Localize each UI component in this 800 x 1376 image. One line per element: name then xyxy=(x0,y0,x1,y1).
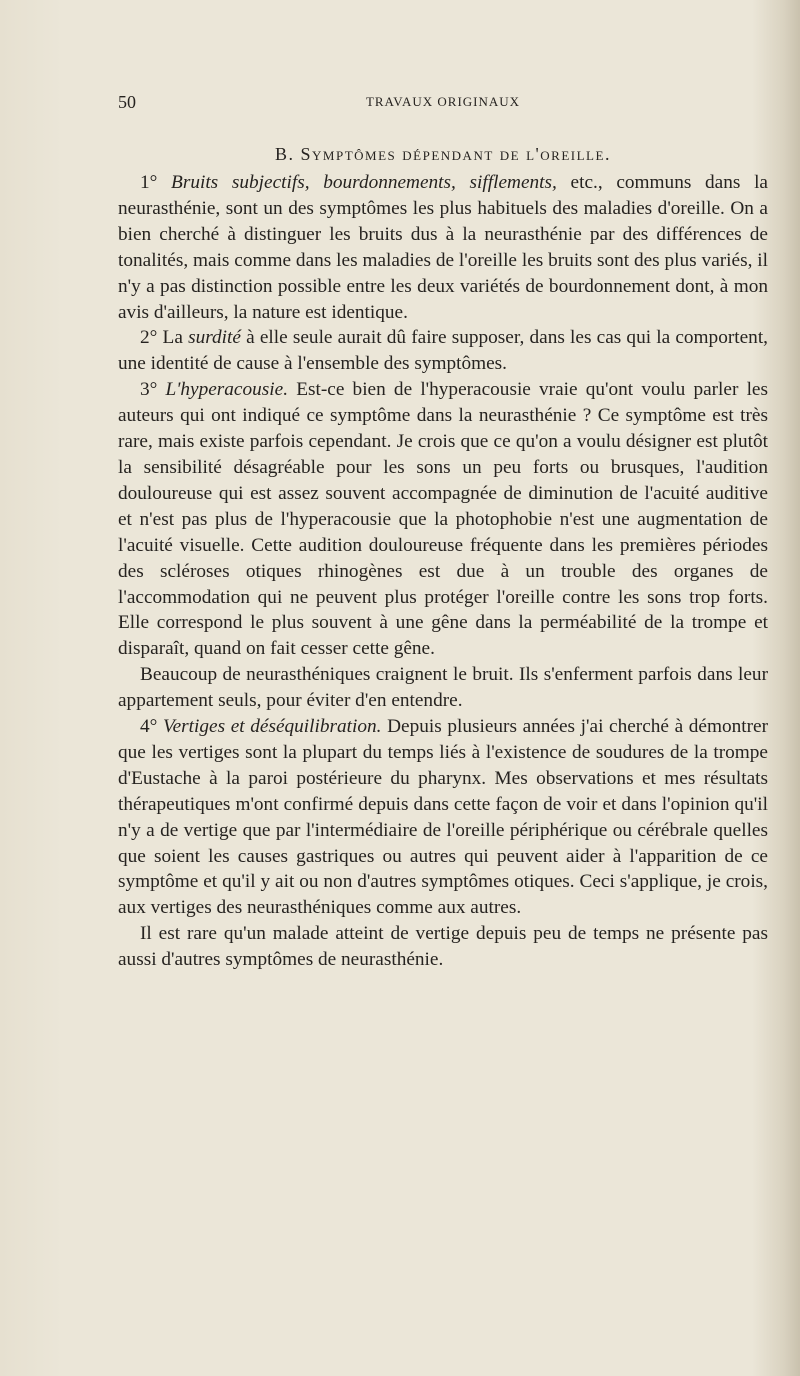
paragraph-prefix: 4° xyxy=(140,716,163,738)
paragraph-text: Depuis plusieurs années j'ai cherché à démontrer que les vertiges sont la plupart du temps liés à l'existence de soudures de la trompe d'Eustache à la paroi postérieure du pharynx. Mes observations et mes résultats thérapeutiques m'ont confirmé depuis dans cette façon de voir et dans l'opinion qu'il n'y a de vertige que par l'intermédiaire de l'oreille périphérique ou cérébrale quelles que soient les causes gastriques ou autres qui peuvent aider à l'apparition de ce symptôme et qu'il y ait ou non d'autres symptômes otiques. Ceci s'applique, je crois, aux vertiges des neurasthéniques comme aux autres. xyxy=(118,716,769,919)
body-text xyxy=(118,170,768,973)
paragraph-prefix: 2° La xyxy=(140,327,189,349)
paragraph-lead: Bruits subjectifs, bourdonnements, sifflements, xyxy=(171,172,557,193)
paragraph-text: Beaucoup de neurasthéniques craignent le bruit. Ils s'enferment parfois dans leur appartement seuls, pour éviter d'en entendre. xyxy=(118,664,768,712)
paragraph-bruit-neurastheniques xyxy=(118,662,768,714)
paragraph-text: Est-ce bien de l'hyperacousie vraie qu'ont voulu parler les auteurs qui ont indiqué ce symptôme dans la neurasthénie ? Ce symptôme est très rare, mais existe parfois cependant. Je crois que ce qu'on a voulu désigner est plutôt la sensibilité désagréable pour les sons un peu forts ou brusques, l'audition douloureuse qui est assez souvent accompagnée de diminution de l'acuité auditive et n'est pas plus de l'hyperacousie que la photophobie n'est une augmentation de l'acuité visuelle. Cette audition douloureuse fréquente dans les premières périodes des scléroses otiques rhinogènes est due à un trouble des organes de l'accommodation qui ne peuvent plus protéger l'oreille contre les sons trop forts. Elle correspond le plus souvent à une gêne dans la perméabilité de la trompe et disparaît, quand on fait cesser cette gêne. xyxy=(118,379,768,660)
paragraph-prefix: 3° xyxy=(140,379,166,401)
paragraph-bruits xyxy=(118,170,768,325)
running-head xyxy=(118,92,768,114)
paragraph-lead: L'hyperacousie. xyxy=(165,379,289,401)
paragraph-prefix: 1° xyxy=(140,172,172,193)
paragraph-conclusion xyxy=(118,921,768,973)
paragraph-hyperacousie xyxy=(118,377,768,662)
paragraph-text: etc., communs dans la neurasthénie, sont un des symptômes les plus habituels des maladies d'oreille. On a bien cherché à distinguer les bruits dus à la neurasthénie par des différences de tonalités, mais comme dans les maladies de l'oreille les bruits sont des plus variés, il n'y a pas distinction possible entre les deux variétés de bourdonnement dont, à mon avis d'ailleurs, la nature est identique. xyxy=(118,172,768,323)
paragraph-text: Il est rare qu'un malade atteint de vertige depuis peu de temps ne présente pas aussi d'autres symptômes de neurasthénie. xyxy=(118,923,768,971)
paragraph-vertiges xyxy=(118,714,768,921)
section-heading: B. Symptômes dépendant de l'oreille. xyxy=(275,144,611,164)
paragraph-lead: surdité xyxy=(188,327,241,349)
paragraph-surdite xyxy=(118,325,768,377)
paragraph-lead: Vertiges et déséquilibration. xyxy=(162,716,382,738)
running-title: TRAVAUX ORIGINAUX xyxy=(365,94,521,109)
paragraph-text: à elle seule aurait dû faire supposer, dans les cas qui la comportent, une identité de cause à l'ensemble des symptômes. xyxy=(118,327,768,375)
page-number: 50 xyxy=(118,92,136,112)
